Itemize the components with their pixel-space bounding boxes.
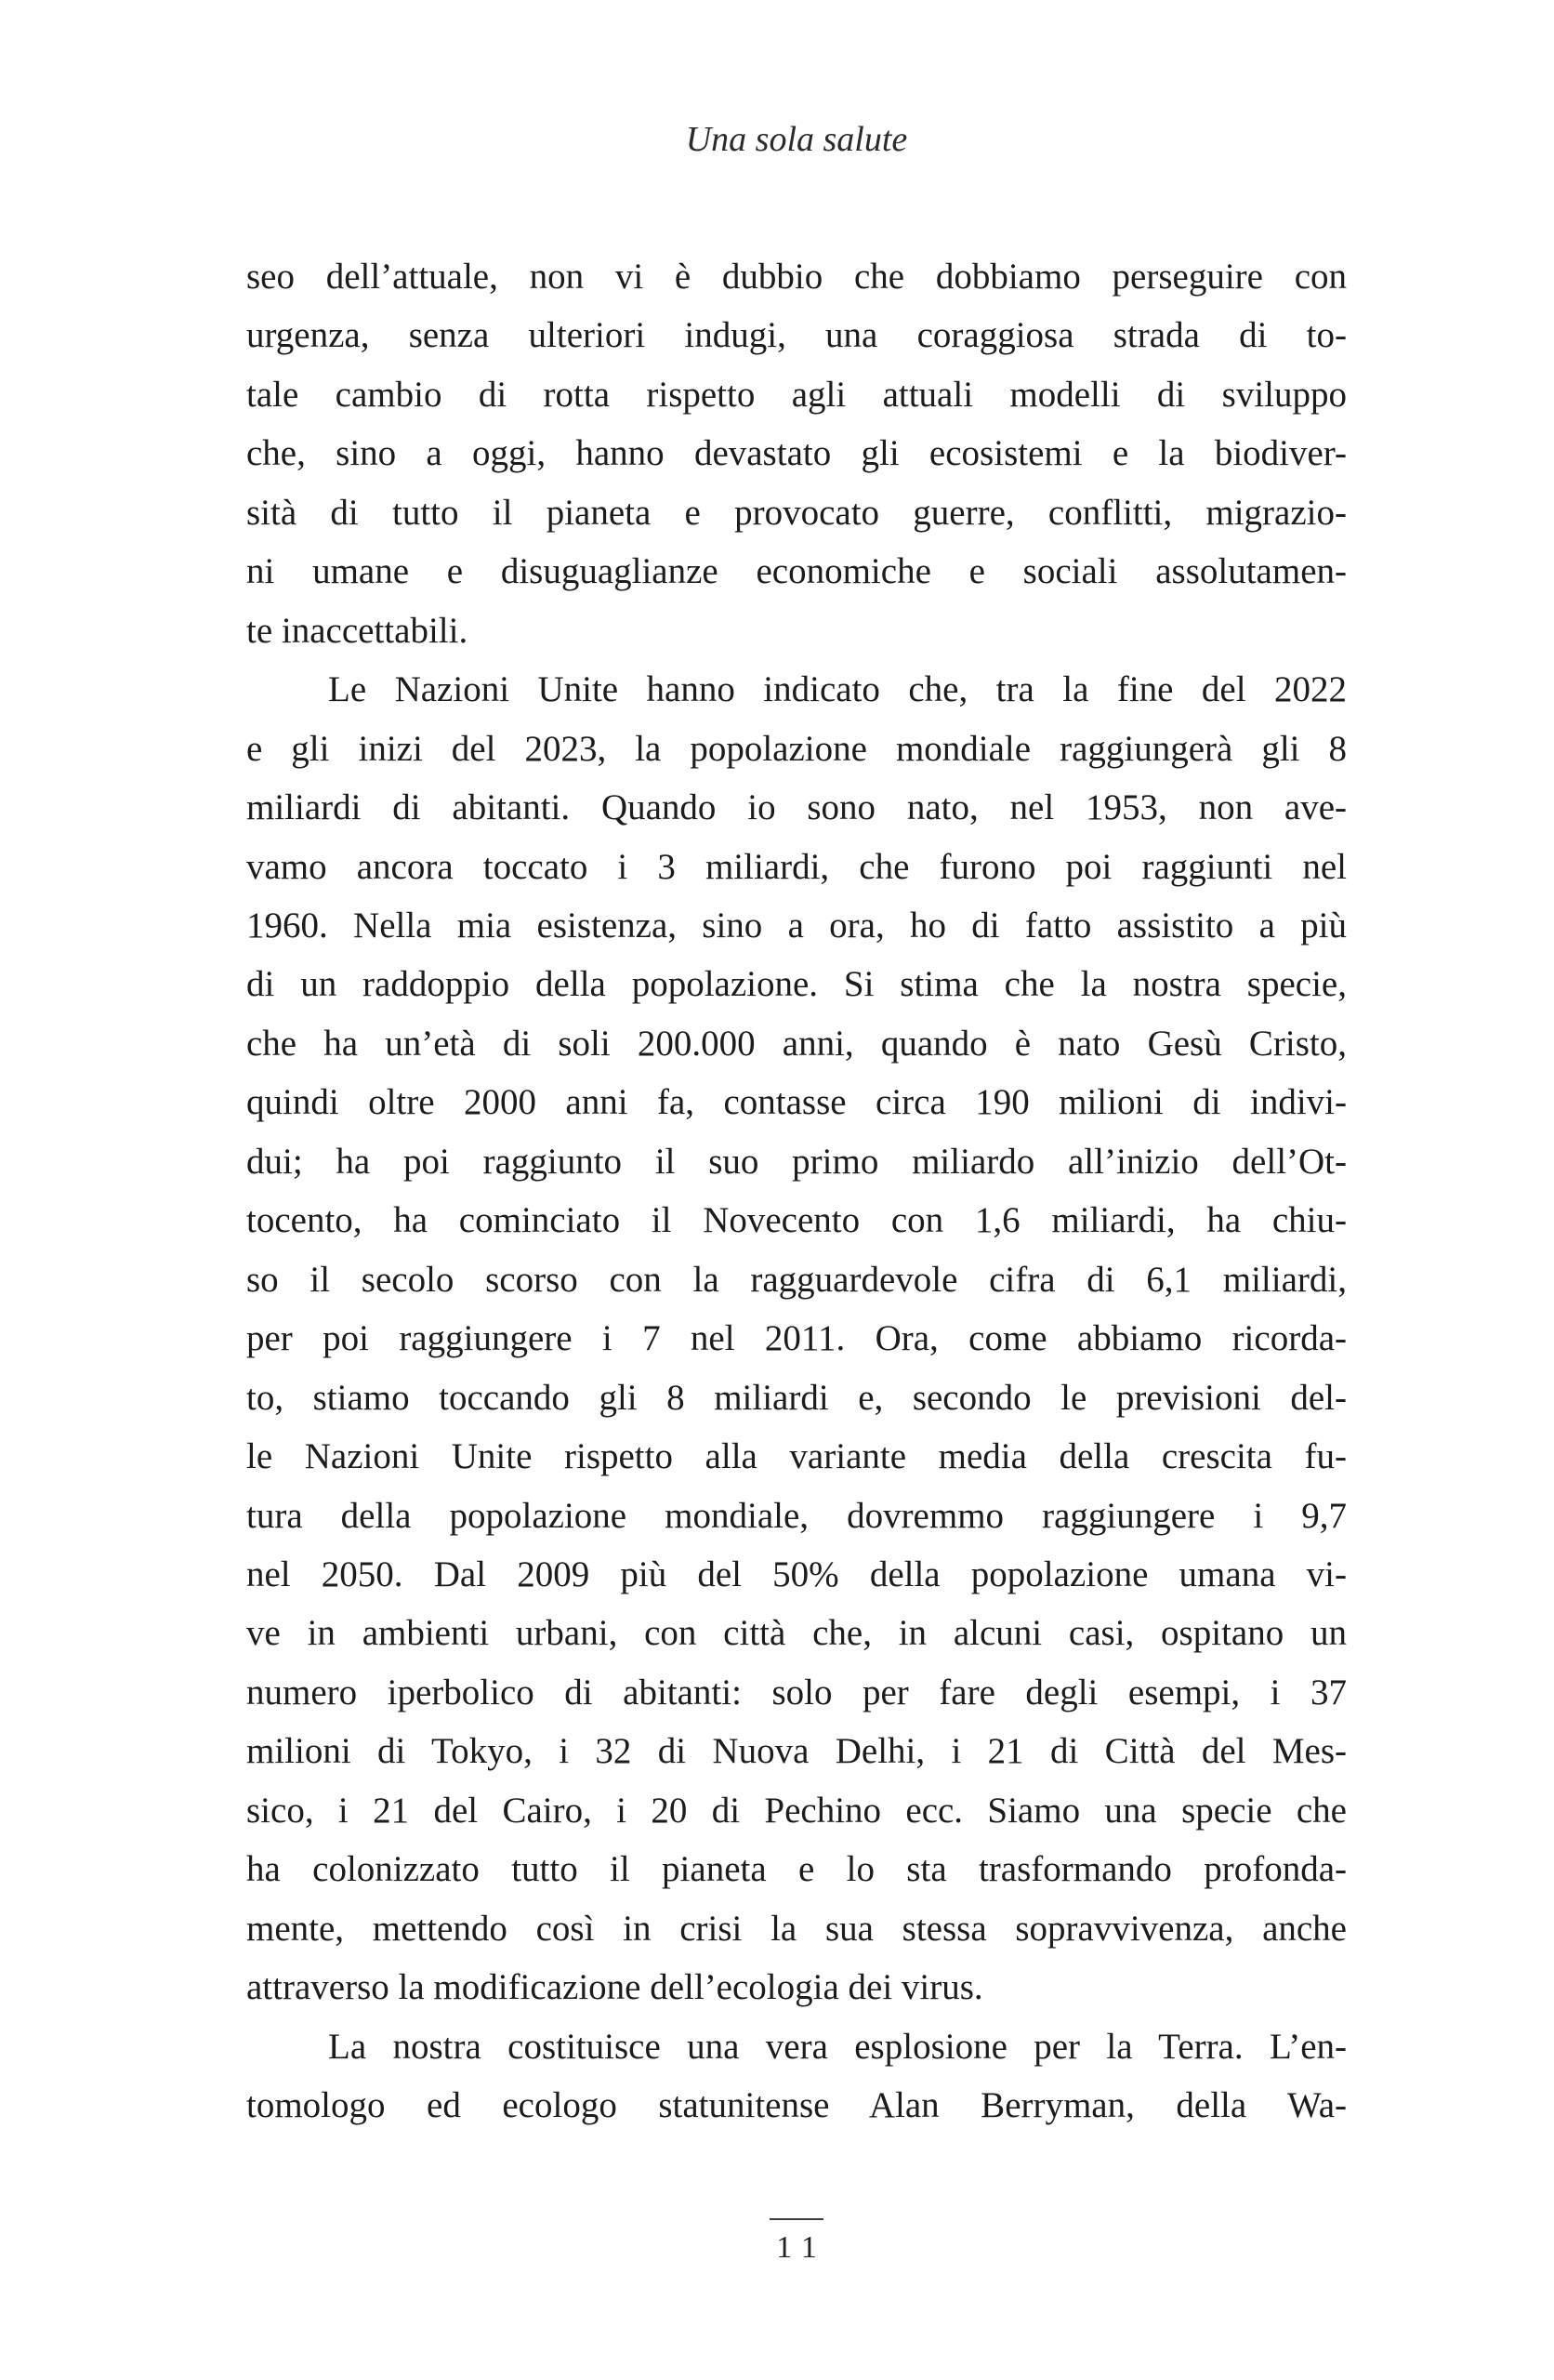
paragraph: [246, 247, 1347, 660]
text-line: tomologo ed ecologo statunitense Alan Berryman, della Wa-: [246, 2085, 1347, 2126]
paragraph: [246, 660, 1347, 2016]
page-number: 11: [776, 2230, 827, 2265]
page-body: [246, 247, 1347, 2135]
text-line: ni umane e disuguaglianze economiche e sociali assolutamen-: [246, 551, 1347, 592]
text-line: e gli inizi del 2023, la popolazione mondiale raggiungerà gli 8: [246, 728, 1347, 769]
text-line: Le Nazioni Unite hanno indicato che, tra la fine del 2022: [328, 669, 1347, 710]
text-line: miliardi di abitanti. Quando io sono nato, nel 1953, non ave-: [246, 787, 1347, 828]
text-line: attraverso la modificazione dell’ecologia dei virus.: [246, 1967, 983, 2008]
text-line: te inaccettabili.: [246, 610, 468, 651]
text-line: tura della popolazione mondiale, dovremmo raggiungere i 9,7: [246, 1495, 1347, 1536]
text-line: urgenza, senza ulteriori indugi, una coraggiosa strada di to-: [246, 315, 1347, 356]
text-line: nel 2050. Dal 2009 più del 50% della popolazione umana vi-: [246, 1554, 1347, 1594]
text-line: vamo ancora toccato i 3 miliardi, che furono poi raggiunti nel: [246, 846, 1347, 887]
running-header: Una sola salute: [685, 120, 908, 159]
text-line: le Nazioni Unite rispetto alla variante media della crescita fu-: [246, 1436, 1347, 1477]
text-line: numero iperbolico di abitanti: solo per fare degli esempi, i 37: [246, 1672, 1347, 1712]
text-line: che, sino a oggi, hanno devastato gli ecosistemi e la biodiver-: [246, 433, 1347, 474]
text-line: di un raddoppio della popolazione. Si stima che la nostra specie,: [246, 964, 1347, 1005]
text-line: tale cambio di rotta rispetto agli attuali modelli di sviluppo: [246, 374, 1347, 415]
text-line: sico, i 21 del Cairo, i 20 di Pechino ecc. Siamo una specie che: [246, 1790, 1347, 1831]
text-line: che ha un’età di soli 200.000 anni, quando è nato Gesù Cristo,: [246, 1023, 1347, 1064]
text-line: per poi raggiungere i 7 nel 2011. Ora, come abbiamo ricorda-: [246, 1318, 1347, 1359]
text-line: sità di tutto il pianeta e provocato guerre, conflitti, migrazio-: [246, 492, 1347, 533]
paragraph: [246, 2017, 1347, 2135]
text-line: quindi oltre 2000 anni fa, contasse circa 190 milioni di indivi-: [246, 1082, 1347, 1123]
text-line: ha colonizzato tutto il pianeta e lo sta trasformando profonda-: [246, 1849, 1347, 1890]
text-line: so il secolo scorso con la ragguardevole cifra di 6,1 miliardi,: [246, 1259, 1347, 1300]
text-line: mente, mettendo così in crisi la sua stessa sopravvivenza, anche: [246, 1908, 1347, 1949]
text-line: milioni di Tokyo, i 32 di Nuova Delhi, i 21 di Città del Mes-: [246, 1731, 1347, 1772]
page-footer: [246, 2218, 1347, 2266]
text-line: 1960. Nella mia esistenza, sino a ora, ho di fatto assistito a più: [246, 905, 1347, 945]
text-line: to, stiamo toccando gli 8 miliardi e, secondo le previsioni del-: [246, 1377, 1347, 1418]
footer-rule: [770, 2218, 823, 2220]
text-line: tocento, ha cominciato il Novecento con 1,6 miliardi, ha chiu-: [246, 1200, 1347, 1241]
text-line: ve in ambienti urbani, con città che, in alcuni casi, ospitano un: [246, 1613, 1347, 1654]
text-line: seo dell’attuale, non vi è dubbio che dobbiamo perseguire con: [246, 257, 1347, 297]
text-line: La nostra costituisce una vera esplosione per la Terra. L’en-: [328, 2026, 1347, 2067]
text-line: dui; ha poi raggiunto il suo primo miliardo all’inizio dell’Ot-: [246, 1141, 1347, 1182]
